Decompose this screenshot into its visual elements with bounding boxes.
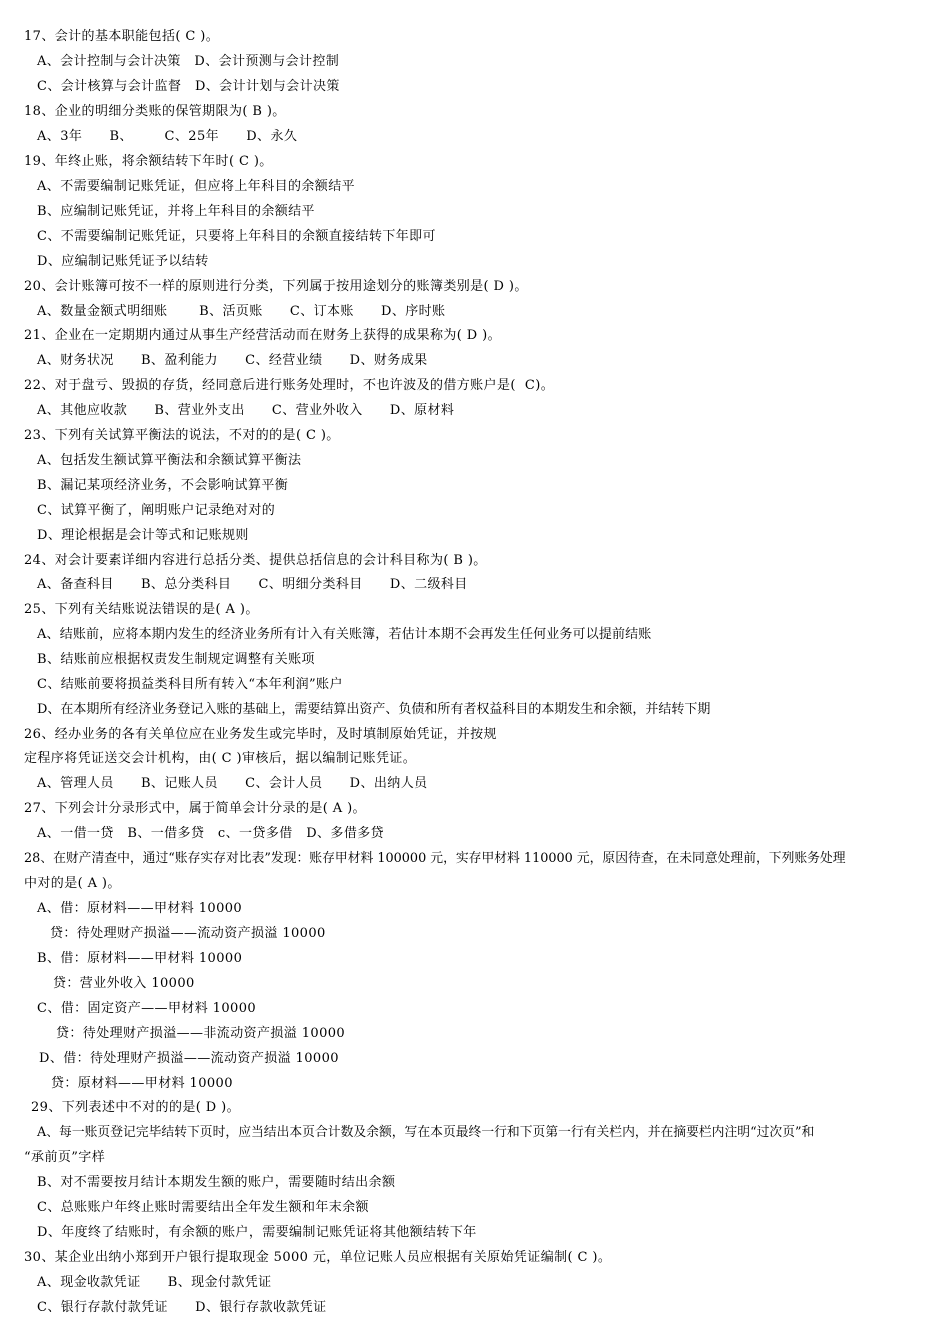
text-line: 18、企业的明细分类账的保管期限为( B )。 — [24, 104, 286, 119]
text-line: B、漏记某项经济业务，不会影响试算平衡 — [37, 478, 289, 493]
text-line: D、应编制记账凭证予以结转 — [37, 254, 209, 269]
text-line: 29、下列表述中不对的的是( D )。 — [31, 1100, 240, 1115]
text-line: B、对不需要按月结计本期发生额的账户，需要随时结出余额 — [37, 1175, 396, 1190]
text-line: 贷：营业外收入 10000 — [53, 976, 195, 991]
text-line: 28、在财产清查中，通过“账存实存对比表”发现：账存甲材料 100000 元，实存甲材料 110000 元，原因待查，在未同意处理前，下列账务处理 — [24, 851, 846, 866]
text-line: 22、对于盘亏、毁损的存货，经同意后进行账务处理时，不也许波及的借方账户是( C)。 — [24, 378, 555, 393]
text-line: A、一借一贷 B、一借多贷 c、一贷多借 D、多借多贷 — [37, 826, 385, 841]
text-line: “承前页”字样 — [24, 1150, 106, 1165]
text-line: A、备查科目 B、总分类科目 C、明细分类科目 D、二级科目 — [37, 577, 468, 592]
text-line: 27、下列会计分录形式中，属于简单会计分录的是( A )。 — [24, 801, 366, 816]
text-line: A、3年 B、 C、25年 D、永久 — [37, 129, 298, 144]
text-line: 30、某企业出纳小郑到开户银行提取现金 5000 元，单位记账人员应根据有关原始凭证编制( C )。 — [24, 1250, 612, 1265]
text-line: A、其他应收款 B、营业外支出 C、营业外收入 D、原材料 — [37, 403, 455, 418]
text-line: 25、下列有关结账说法错误的是( A )。 — [24, 602, 259, 617]
text-line: A、每一账页登记完毕结转下页时，应当结出本页合计数及余额，写在本页最终一行和下页第一行有关栏内，并在摘要栏内注明“过次页”和 — [37, 1125, 815, 1140]
text-line: C、会计核算与会计监督 D、会计计划与会计决策 — [37, 79, 340, 94]
text-line: A、借：原材料——甲材料 10000 — [37, 901, 243, 916]
text-line: 26、经办业务的各有关单位应在业务发生或完毕时，及时填制原始凭证，并按规 — [24, 727, 497, 742]
text-line: C、借：固定资产——甲材料 10000 — [37, 1001, 257, 1016]
text-line: C、结账前要将损益类科目所有转入“本年利润”账户 — [37, 677, 343, 692]
text-line: C、总账账户年终止账时需要结出全年发生额和年末余额 — [37, 1200, 369, 1215]
text-line: C、不需要编制记账凭证，只要将上年科目的余额直接结转下年即可 — [37, 229, 436, 244]
text-line: A、不需要编制记账凭证，但应将上年科目的余额结平 — [37, 179, 355, 194]
text-line: 19、年终止账，将余额结转下年时( C )。 — [24, 154, 273, 169]
text-line: 定程序将凭证送交会计机构，由( C )审核后，据以编制记账凭证。 — [24, 751, 417, 766]
text-line: 贷：待处理财产损溢——非流动资产损溢 10000 — [56, 1026, 346, 1041]
text-line: D、年度终了结账时，有余额的账户，需要编制记账凭证将其他额结转下年 — [37, 1225, 477, 1240]
text-line: A、管理人员 B、记账人员 C、会计人员 D、出纳人员 — [37, 776, 428, 791]
text-line: A、财务状况 B、盈利能力 C、经营业绩 D、财务成果 — [37, 353, 428, 368]
text-line: D、在本期所有经济业务登记入账的基础上，需要结算出资产、负债和所有者权益科目的本期发生和余额，并结转下期 — [37, 702, 711, 717]
text-line: 中对的是( A )。 — [24, 876, 121, 891]
text-line: B、应编制记账凭证，并将上年科目的余额结平 — [37, 204, 315, 219]
text-line: 17、会计的基本职能包括( C )。 — [24, 29, 220, 44]
text-line: C、试算平衡了，阐明账户记录绝对对的 — [37, 503, 276, 518]
text-line: A、会计控制与会计决策 D、会计预测与会计控制 — [37, 54, 340, 69]
text-line: D、理论根据是会计等式和记账规则 — [37, 528, 249, 543]
text-line: 贷：原材料——甲材料 10000 — [51, 1076, 233, 1091]
text-line: C、银行存款付款凭证 D、银行存款收款凭证 — [37, 1300, 327, 1315]
text-line: A、结账前，应将本期内发生的经济业务所有计入有关账簿，若估计本期不会再发生任何业务可以提前结账 — [37, 627, 652, 642]
text-line: D、借：待处理财产损溢——流动资产损溢 10000 — [39, 1051, 339, 1066]
text-line: A、现金收款凭证 B、现金付款凭证 — [37, 1275, 272, 1290]
text-line: A、数量金额式明细账 B、活页账 C、订本账 D、序时账 — [37, 304, 446, 319]
text-line: A、包括发生额试算平衡法和余额试算平衡法 — [37, 453, 302, 468]
text-line: 20、会计账簿可按不一样的原则进行分类，下列属于按用途划分的账簿类别是( D )。 — [24, 279, 528, 294]
text-line: 贷：待处理财产损溢——流动资产损溢 10000 — [50, 926, 326, 941]
text-line: B、借：原材料——甲材料 10000 — [37, 951, 243, 966]
text-line: B、结账前应根据权责发生制规定调整有关账项 — [37, 652, 315, 667]
text-line: 21、企业在一定期期内通过从事生产经营活动而在财务上获得的成果称为( D )。 — [24, 328, 501, 343]
text-line: 23、下列有关试算平衡法的说法，不对的的是( C )。 — [24, 428, 340, 443]
text-line: 24、对会计要素详细内容进行总括分类、提供总括信息的会计科目称为( B )。 — [24, 553, 487, 568]
